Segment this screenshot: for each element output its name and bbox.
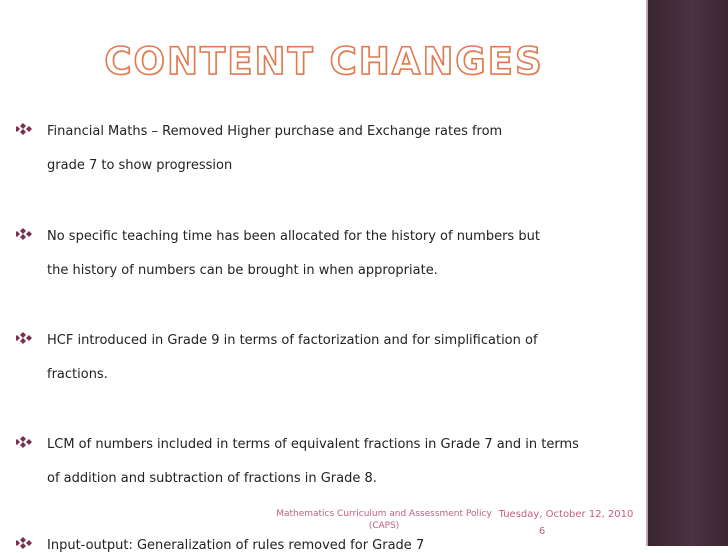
footer-title-line-1: Mathematics Curriculum and Assessment Policy xyxy=(276,509,492,519)
footer-page-number: 6 xyxy=(538,526,546,537)
diamond-bullet-icon xyxy=(16,227,38,243)
slide-title: CONTENT CHANGES xyxy=(104,40,544,83)
decorative-sidebar xyxy=(648,0,728,546)
diamond-bullet-icon xyxy=(16,331,38,347)
bullet-text-line-1: Input-output: Generalization of rules removed for Grade 7 xyxy=(47,538,425,553)
bullet-text-line-1: LCM of numbers included in terms of equivalent fractions in Grade 7 and in terms xyxy=(47,437,579,452)
footer-document-title xyxy=(272,508,496,532)
bullet-text-line-2: fractions. xyxy=(47,367,108,382)
bullet-text-line-1: Financial Maths – Removed Higher purchase and Exchange rates from xyxy=(47,124,503,139)
diamond-bullet-icon xyxy=(16,122,38,138)
diamond-bullet-icon xyxy=(16,435,38,451)
bullet-text-line-2: the history of numbers can be brought in when appropriate. xyxy=(47,263,438,278)
bullet-text-line-2: grade 7 to show progression xyxy=(47,158,233,173)
bullet-text-line-2: of addition and subtraction of fractions in Grade 8. xyxy=(47,471,377,486)
diamond-bullet-icon xyxy=(16,536,38,552)
footer-title-line-2: (CAPS) xyxy=(368,521,400,531)
bullet-text-line-1: HCF introduced in Grade 9 in terms of factorization and for simplification of xyxy=(47,333,538,348)
footer-date: Tuesday, October 12, 2010 xyxy=(498,509,634,520)
bullet-text-line-1: No specific teaching time has been allocated for the history of numbers but xyxy=(47,229,540,244)
